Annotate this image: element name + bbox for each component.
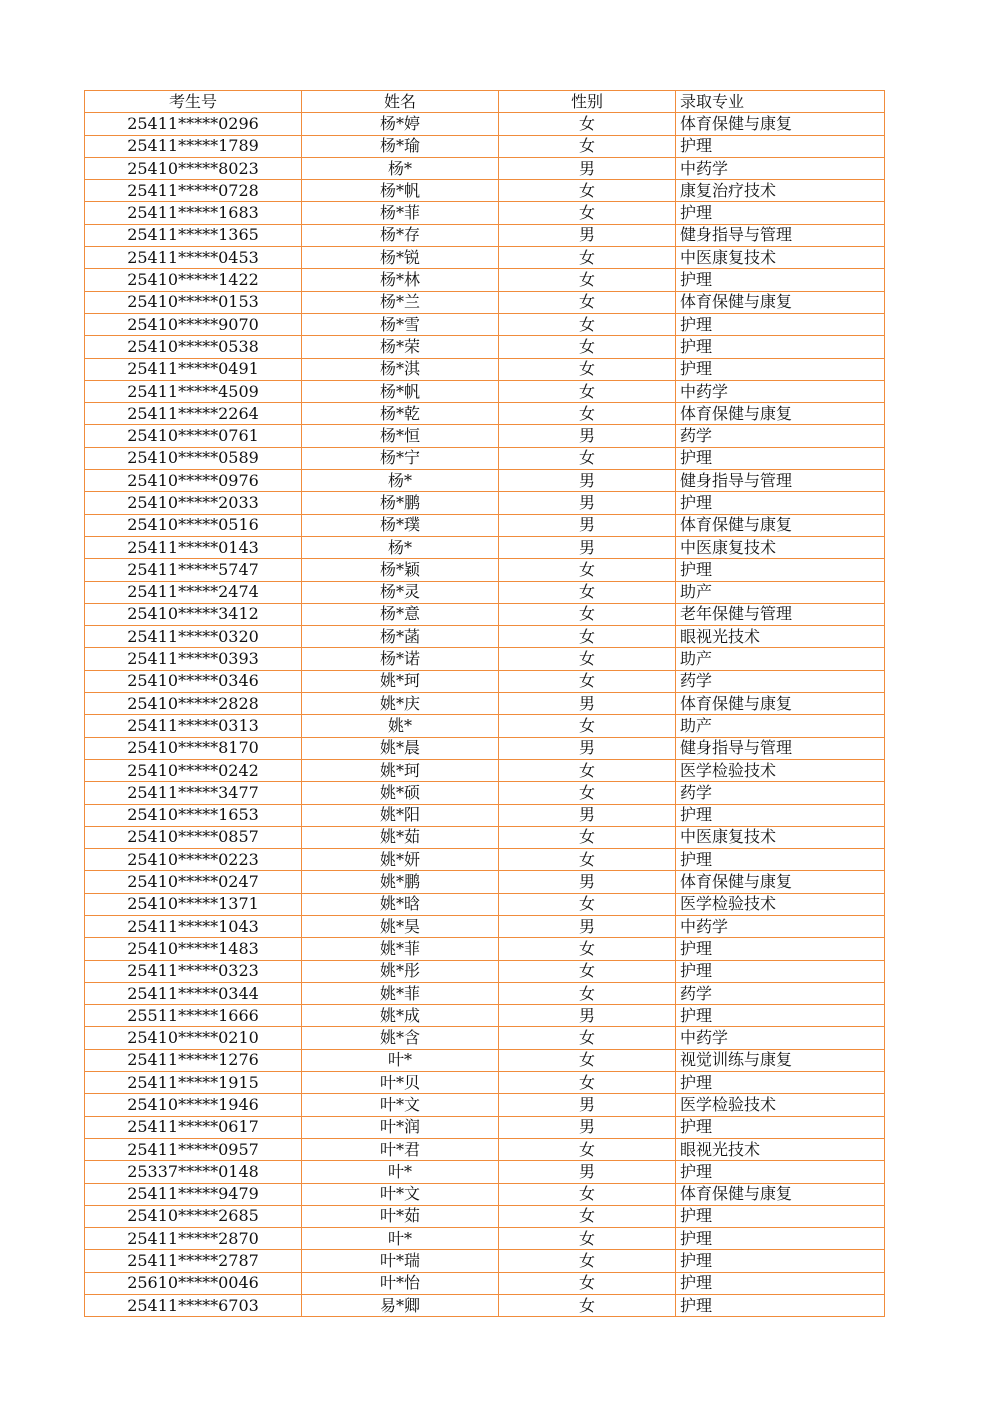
student-id-cell: 25411*****0957 (85, 1138, 302, 1160)
major-cell: 护理 (676, 938, 885, 960)
table-row (85, 358, 885, 380)
name-cell: 叶*怡 (302, 1272, 499, 1294)
gender-cell: 女 (499, 670, 676, 692)
gender-cell: 男 (499, 1116, 676, 1138)
student-id-cell: 25411*****5747 (85, 559, 302, 581)
gender-cell: 男 (499, 1094, 676, 1116)
table-row (85, 470, 885, 492)
table-row (85, 269, 885, 291)
student-id-cell: 25410*****1483 (85, 938, 302, 960)
name-cell: 杨*恒 (302, 425, 499, 447)
table-row (85, 1228, 885, 1250)
name-cell: 杨*帆 (302, 180, 499, 202)
gender-cell: 男 (499, 1161, 676, 1183)
gender-cell: 女 (499, 291, 676, 313)
major-cell: 健身指导与管理 (676, 470, 885, 492)
name-cell: 杨*兰 (302, 291, 499, 313)
name-cell: 姚*硕 (302, 782, 499, 804)
major-cell: 中医康复技术 (676, 536, 885, 558)
major-cell: 护理 (676, 202, 885, 224)
major-cell: 护理 (676, 1072, 885, 1094)
name-cell: 杨*诺 (302, 648, 499, 670)
student-id-cell: 25411*****1365 (85, 224, 302, 246)
major-cell: 护理 (676, 849, 885, 871)
name-cell: 易*卿 (302, 1295, 499, 1317)
major-cell: 护理 (676, 960, 885, 982)
student-id-cell: 25411*****4509 (85, 380, 302, 402)
gender-cell: 女 (499, 113, 676, 135)
name-cell: 叶* (302, 1161, 499, 1183)
name-cell: 姚*珂 (302, 759, 499, 781)
major-cell: 中医康复技术 (676, 826, 885, 848)
table-row (85, 336, 885, 358)
admission-table (84, 90, 885, 1317)
student-id-cell: 25410*****2685 (85, 1205, 302, 1227)
table-row (85, 826, 885, 848)
major-cell: 护理 (676, 1250, 885, 1272)
major-cell: 护理 (676, 804, 885, 826)
table-row (85, 603, 885, 625)
student-id-cell: 25410*****0210 (85, 1027, 302, 1049)
name-cell: 杨*瑜 (302, 135, 499, 157)
student-id-cell: 25410*****8023 (85, 157, 302, 179)
major-cell: 体育保健与康复 (676, 871, 885, 893)
name-cell: 杨*意 (302, 603, 499, 625)
major-cell: 护理 (676, 358, 885, 380)
name-cell: 杨*宁 (302, 447, 499, 469)
student-id-cell: 25411*****0143 (85, 536, 302, 558)
table-row (85, 380, 885, 402)
gender-cell: 女 (499, 581, 676, 603)
major-cell: 中药学 (676, 380, 885, 402)
major-cell: 药学 (676, 670, 885, 692)
major-cell: 护理 (676, 1161, 885, 1183)
student-id-cell: 25411*****0323 (85, 960, 302, 982)
major-cell: 护理 (676, 135, 885, 157)
student-id-cell: 25410*****2033 (85, 492, 302, 514)
name-cell: 杨* (302, 470, 499, 492)
student-id-cell: 25410*****0223 (85, 849, 302, 871)
table-row (85, 514, 885, 536)
table-row (85, 1250, 885, 1272)
student-id-cell: 25411*****2264 (85, 403, 302, 425)
student-id-cell: 25411*****6703 (85, 1295, 302, 1317)
table-row (85, 180, 885, 202)
gender-cell: 女 (499, 603, 676, 625)
table-row (85, 1161, 885, 1183)
name-cell: 姚*昊 (302, 915, 499, 937)
table-row (85, 157, 885, 179)
name-cell: 姚*茹 (302, 826, 499, 848)
gender-cell: 女 (499, 1295, 676, 1317)
student-id-cell: 25411*****1043 (85, 915, 302, 937)
major-cell: 体育保健与康复 (676, 1183, 885, 1205)
student-id-cell: 25411*****0296 (85, 113, 302, 135)
gender-cell: 男 (499, 1005, 676, 1027)
name-cell: 叶* (302, 1049, 499, 1071)
name-cell: 姚*阳 (302, 804, 499, 826)
gender-cell: 女 (499, 1205, 676, 1227)
major-cell: 眼视光技术 (676, 626, 885, 648)
name-cell: 杨*颖 (302, 559, 499, 581)
table-row (85, 648, 885, 670)
table-row (85, 1072, 885, 1094)
student-id-cell: 25410*****0589 (85, 447, 302, 469)
table-row (85, 693, 885, 715)
table-row (85, 893, 885, 915)
student-id-cell: 25410*****1422 (85, 269, 302, 291)
gender-cell: 女 (499, 403, 676, 425)
major-cell: 体育保健与康复 (676, 403, 885, 425)
student-id-cell: 25410*****0242 (85, 759, 302, 781)
gender-cell: 男 (499, 536, 676, 558)
header-name: 姓名 (302, 91, 499, 113)
student-id-cell: 25411*****0453 (85, 247, 302, 269)
major-cell: 医学检验技术 (676, 1094, 885, 1116)
name-cell: 杨*菡 (302, 626, 499, 648)
gender-cell: 女 (499, 135, 676, 157)
student-id-cell: 25410*****2828 (85, 693, 302, 715)
table-row (85, 759, 885, 781)
name-cell: 姚*成 (302, 1005, 499, 1027)
table-row (85, 536, 885, 558)
name-cell: 杨*菲 (302, 202, 499, 224)
student-id-cell: 25411*****0617 (85, 1116, 302, 1138)
name-cell: 姚*鹏 (302, 871, 499, 893)
major-cell: 助产 (676, 648, 885, 670)
gender-cell: 女 (499, 336, 676, 358)
gender-cell: 女 (499, 358, 676, 380)
name-cell: 姚*珂 (302, 670, 499, 692)
name-cell: 姚*菲 (302, 938, 499, 960)
major-cell: 药学 (676, 982, 885, 1004)
name-cell: 姚*晨 (302, 737, 499, 759)
gender-cell: 男 (499, 804, 676, 826)
gender-cell: 男 (499, 470, 676, 492)
student-id-cell: 25410*****0761 (85, 425, 302, 447)
gender-cell: 女 (499, 180, 676, 202)
major-cell: 康复治疗技术 (676, 180, 885, 202)
table-row (85, 581, 885, 603)
name-cell: 杨*锐 (302, 247, 499, 269)
student-id-cell: 25511*****1666 (85, 1005, 302, 1027)
gender-cell: 女 (499, 1027, 676, 1049)
major-cell: 中医康复技术 (676, 247, 885, 269)
name-cell: 叶* (302, 1228, 499, 1250)
major-cell: 体育保健与康复 (676, 291, 885, 313)
table-row (85, 804, 885, 826)
table-row (85, 1094, 885, 1116)
student-id-cell: 25610*****0046 (85, 1272, 302, 1294)
header-major: 录取专业 (676, 91, 885, 113)
gender-cell: 女 (499, 826, 676, 848)
major-cell: 护理 (676, 269, 885, 291)
gender-cell: 女 (499, 759, 676, 781)
gender-cell: 女 (499, 247, 676, 269)
major-cell: 体育保健与康复 (676, 514, 885, 536)
name-cell: 杨*雪 (302, 313, 499, 335)
student-id-cell: 25411*****1915 (85, 1072, 302, 1094)
table-row (85, 737, 885, 759)
student-id-cell: 25411*****1789 (85, 135, 302, 157)
gender-cell: 女 (499, 1272, 676, 1294)
name-cell: 杨*淇 (302, 358, 499, 380)
table-row (85, 782, 885, 804)
gender-cell: 女 (499, 1072, 676, 1094)
student-id-cell: 25410*****9070 (85, 313, 302, 335)
name-cell: 杨*婷 (302, 113, 499, 135)
student-id-cell: 25411*****0320 (85, 626, 302, 648)
major-cell: 中药学 (676, 157, 885, 179)
table-row (85, 447, 885, 469)
student-id-cell: 25410*****1946 (85, 1094, 302, 1116)
gender-cell: 女 (499, 1183, 676, 1205)
table-row (85, 247, 885, 269)
gender-cell: 女 (499, 960, 676, 982)
major-cell: 护理 (676, 1228, 885, 1250)
major-cell: 护理 (676, 1272, 885, 1294)
student-id-cell: 25411*****0313 (85, 715, 302, 737)
table-row (85, 626, 885, 648)
gender-cell: 男 (499, 915, 676, 937)
student-id-cell: 25410*****1371 (85, 893, 302, 915)
name-cell: 杨*荣 (302, 336, 499, 358)
table-row (85, 313, 885, 335)
name-cell: 姚*菲 (302, 982, 499, 1004)
name-cell: 杨*璞 (302, 514, 499, 536)
gender-cell: 女 (499, 626, 676, 648)
gender-cell: 女 (499, 782, 676, 804)
gender-cell: 女 (499, 559, 676, 581)
gender-cell: 女 (499, 938, 676, 960)
table-row (85, 1183, 885, 1205)
table-row (85, 715, 885, 737)
table-row (85, 938, 885, 960)
major-cell: 助产 (676, 715, 885, 737)
gender-cell: 女 (499, 202, 676, 224)
name-cell: 姚* (302, 715, 499, 737)
name-cell: 杨*存 (302, 224, 499, 246)
student-id-cell: 25410*****0976 (85, 470, 302, 492)
table-body (85, 113, 885, 1317)
major-cell: 护理 (676, 1205, 885, 1227)
student-id-cell: 25411*****1276 (85, 1049, 302, 1071)
table-row (85, 1049, 885, 1071)
student-id-cell: 25411*****2870 (85, 1228, 302, 1250)
name-cell: 叶*瑞 (302, 1250, 499, 1272)
table-row (85, 113, 885, 135)
major-cell: 中药学 (676, 915, 885, 937)
name-cell: 姚*妍 (302, 849, 499, 871)
table-row (85, 202, 885, 224)
student-id-cell: 25411*****0393 (85, 648, 302, 670)
gender-cell: 女 (499, 715, 676, 737)
student-id-cell: 25410*****0516 (85, 514, 302, 536)
table-row (85, 425, 885, 447)
name-cell: 杨*帆 (302, 380, 499, 402)
gender-cell: 女 (499, 1138, 676, 1160)
major-cell: 护理 (676, 313, 885, 335)
student-id-cell: 25411*****0728 (85, 180, 302, 202)
student-id-cell: 25410*****0247 (85, 871, 302, 893)
gender-cell: 男 (499, 693, 676, 715)
major-cell: 护理 (676, 1116, 885, 1138)
major-cell: 护理 (676, 492, 885, 514)
student-id-cell: 25411*****0491 (85, 358, 302, 380)
major-cell: 护理 (676, 559, 885, 581)
table-row (85, 1272, 885, 1294)
table-row (85, 1205, 885, 1227)
major-cell: 助产 (676, 581, 885, 603)
student-id-cell: 25411*****3477 (85, 782, 302, 804)
major-cell: 医学检验技术 (676, 893, 885, 915)
gender-cell: 女 (499, 1228, 676, 1250)
header-student-id: 考生号 (85, 91, 302, 113)
table-row (85, 849, 885, 871)
table-row (85, 871, 885, 893)
gender-cell: 女 (499, 893, 676, 915)
student-id-cell: 25410*****0538 (85, 336, 302, 358)
major-cell: 眼视光技术 (676, 1138, 885, 1160)
gender-cell: 男 (499, 514, 676, 536)
name-cell: 叶*贝 (302, 1072, 499, 1094)
table-row (85, 982, 885, 1004)
student-id-cell: 25410*****0153 (85, 291, 302, 313)
gender-cell: 男 (499, 224, 676, 246)
table-row (85, 291, 885, 313)
name-cell: 姚*彤 (302, 960, 499, 982)
table-row (85, 1027, 885, 1049)
gender-cell: 女 (499, 849, 676, 871)
gender-cell: 女 (499, 1049, 676, 1071)
header-row (85, 91, 885, 113)
student-id-cell: 25410*****8170 (85, 737, 302, 759)
name-cell: 叶*君 (302, 1138, 499, 1160)
gender-cell: 男 (499, 737, 676, 759)
table-row (85, 224, 885, 246)
student-id-cell: 25411*****2787 (85, 1250, 302, 1272)
table-row (85, 492, 885, 514)
gender-cell: 男 (499, 425, 676, 447)
name-cell: 叶*润 (302, 1116, 499, 1138)
major-cell: 体育保健与康复 (676, 113, 885, 135)
name-cell: 姚*晗 (302, 893, 499, 915)
name-cell: 杨*鹏 (302, 492, 499, 514)
student-id-cell: 25337*****0148 (85, 1161, 302, 1183)
major-cell: 护理 (676, 1005, 885, 1027)
name-cell: 姚*庆 (302, 693, 499, 715)
major-cell: 视觉训练与康复 (676, 1049, 885, 1071)
name-cell: 杨* (302, 536, 499, 558)
table-row (85, 403, 885, 425)
table-row (85, 670, 885, 692)
major-cell: 中药学 (676, 1027, 885, 1049)
name-cell: 叶*文 (302, 1094, 499, 1116)
student-id-cell: 25410*****0857 (85, 826, 302, 848)
gender-cell: 男 (499, 871, 676, 893)
header-gender: 性别 (499, 91, 676, 113)
table-row (85, 1116, 885, 1138)
major-cell: 健身指导与管理 (676, 737, 885, 759)
gender-cell: 女 (499, 1250, 676, 1272)
gender-cell: 男 (499, 492, 676, 514)
student-id-cell: 25410*****3412 (85, 603, 302, 625)
student-id-cell: 25411*****2474 (85, 581, 302, 603)
major-cell: 药学 (676, 782, 885, 804)
table-row (85, 1138, 885, 1160)
major-cell: 医学检验技术 (676, 759, 885, 781)
name-cell: 叶*茹 (302, 1205, 499, 1227)
table-row (85, 559, 885, 581)
student-id-cell: 25411*****0344 (85, 982, 302, 1004)
name-cell: 叶*文 (302, 1183, 499, 1205)
table-row (85, 915, 885, 937)
table-row (85, 1005, 885, 1027)
gender-cell: 女 (499, 313, 676, 335)
table-row (85, 1295, 885, 1317)
gender-cell: 女 (499, 269, 676, 291)
table-row (85, 135, 885, 157)
major-cell: 体育保健与康复 (676, 693, 885, 715)
gender-cell: 女 (499, 447, 676, 469)
gender-cell: 女 (499, 380, 676, 402)
major-cell: 护理 (676, 1295, 885, 1317)
major-cell: 健身指导与管理 (676, 224, 885, 246)
student-id-cell: 25411*****9479 (85, 1183, 302, 1205)
major-cell: 护理 (676, 336, 885, 358)
name-cell: 杨*灵 (302, 581, 499, 603)
name-cell: 杨*乾 (302, 403, 499, 425)
name-cell: 姚*含 (302, 1027, 499, 1049)
major-cell: 老年保健与管理 (676, 603, 885, 625)
gender-cell: 男 (499, 157, 676, 179)
table-row (85, 960, 885, 982)
name-cell: 杨*林 (302, 269, 499, 291)
gender-cell: 女 (499, 982, 676, 1004)
gender-cell: 女 (499, 648, 676, 670)
student-id-cell: 25410*****0346 (85, 670, 302, 692)
name-cell: 杨* (302, 157, 499, 179)
student-id-cell: 25411*****1683 (85, 202, 302, 224)
major-cell: 护理 (676, 447, 885, 469)
major-cell: 药学 (676, 425, 885, 447)
student-id-cell: 25410*****1653 (85, 804, 302, 826)
